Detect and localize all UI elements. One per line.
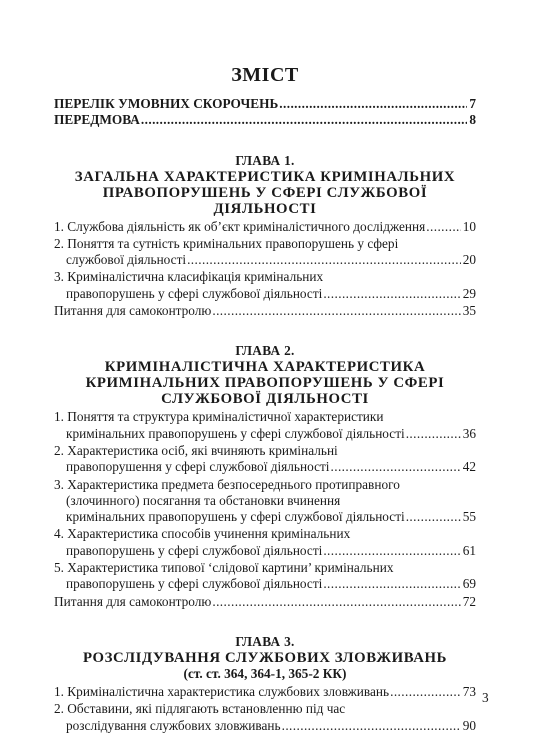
- toc-entry-text: 2. Обставини, які підлягають встановленню під час: [54, 701, 346, 717]
- toc-entry-page: 61: [462, 542, 476, 558]
- toc-entry-text: 3. Криміналістична класифікація кримінальних: [54, 269, 324, 285]
- toc-entry: [54, 477, 476, 526]
- chapter-subtitle: (ст. ст. 364, 364-1, 365-2 КК): [183, 665, 347, 681]
- chapter-heading: [54, 634, 476, 682]
- dot-leader: [140, 112, 467, 128]
- toc-entry-text: службової діяльності: [66, 252, 187, 268]
- toc-entry-text: Питання для самоконтролю: [54, 593, 212, 609]
- toc-entry-text: кримінальних правопорушень у сфері службової діяльності: [66, 425, 405, 441]
- dot-leader: [322, 286, 460, 302]
- toc-entry: [54, 594, 476, 610]
- toc-entry-text: 4. Характеристика способів учинення кримінальних: [54, 526, 351, 542]
- chapter-heading: [54, 153, 476, 217]
- front-matter: [54, 96, 476, 129]
- toc-entry: [54, 303, 476, 319]
- toc-entry-page: 73: [462, 683, 476, 699]
- toc-entry: [54, 701, 476, 734]
- toc-entry: [54, 236, 476, 269]
- toc-entry-line: [54, 594, 476, 610]
- chapter-title-line: ЗАГАЛЬНА ХАРАКТЕРИСТИКА КРИМІНАЛЬНИХ: [74, 168, 456, 185]
- toc-entry-line: [54, 543, 476, 559]
- toc-entry: [54, 443, 476, 476]
- toc-entry-line: [54, 684, 476, 700]
- dot-leader: [322, 543, 460, 559]
- toc-entry-text: ПЕРЕДМОВА: [54, 112, 140, 128]
- dot-leader: [405, 509, 461, 525]
- toc-entry-line: [54, 576, 476, 592]
- toc-entry-preface: [54, 112, 476, 128]
- toc-entry-line: [54, 286, 476, 302]
- chapter-title-line: КРИМІНАЛЬНИХ ПРАВОПОРУШЕНЬ У СФЕРІ: [85, 375, 445, 392]
- toc-entry-page: 90: [462, 717, 476, 733]
- toc-entry-text: правопорушення у сфері службової діяльності: [66, 459, 330, 475]
- chapter-title-line: КРИМІНАЛІСТИЧНА ХАРАКТЕРИСТИКА: [104, 359, 426, 376]
- toc-entry-page: 20: [462, 252, 476, 268]
- toc-entry-page: 8: [469, 112, 476, 128]
- toc-entry-text: 3. Характеристика предмета безпосереднього протиправного: [54, 476, 400, 492]
- toc-entry-page: 55: [462, 509, 476, 525]
- toc-entry-text: правопорушень у сфері службової діяльності: [66, 285, 323, 301]
- chapter-title-line: РОЗСЛІДУВАННЯ СЛУЖБОВИХ ЗЛОВЖИВАНЬ: [82, 649, 448, 666]
- dot-leader: [425, 219, 460, 235]
- toc-entry-line: [54, 718, 476, 734]
- chapter-entries: [54, 684, 476, 734]
- chapter-number: ГЛАВА 1.: [235, 152, 295, 168]
- dot-leader: [405, 426, 461, 442]
- toc-entry-text: розслідування службових зловживань: [66, 717, 281, 733]
- page-number: 3: [482, 690, 489, 705]
- dot-leader: [211, 594, 460, 610]
- toc-entry: [54, 560, 476, 593]
- toc-entry: [54, 409, 476, 442]
- toc-entry-text: правопорушень у сфері службової діяльності: [66, 576, 323, 592]
- toc-entry-abbreviations: [54, 96, 476, 112]
- toc-entry-page: 36: [462, 425, 476, 441]
- toc-entry-page: 35: [462, 303, 476, 319]
- dot-leader: [322, 576, 460, 592]
- toc-entry-line: [54, 459, 476, 475]
- toc-entry-page: 10: [462, 218, 476, 234]
- toc-entry-text: 1. Службова діяльність як об’єкт криміналістичного дослідження: [54, 218, 426, 234]
- toc-entry-page: 29: [462, 285, 476, 301]
- toc-entry-text: (злочинного) посягання та обстановки вчинення: [66, 492, 341, 508]
- toc-entry: [54, 219, 476, 235]
- chapter-title-line: СЛУЖБОВОЇ ДІЯЛЬНОСТІ: [161, 391, 369, 408]
- page-title: ЗМІСТ: [231, 64, 299, 86]
- table-of-contents: [54, 0, 476, 734]
- toc-entry-page: 72: [462, 593, 476, 609]
- toc-entry-page: 7: [469, 96, 476, 111]
- toc-entry-line: [54, 426, 476, 442]
- toc-entry-text: ПЕРЕЛІК УМОВНИХ СКОРОЧЕНЬ: [54, 96, 279, 111]
- toc-entry-text: 2. Характеристика осіб, які вчиняють кримінальні: [54, 442, 338, 458]
- toc-entry-text: 2. Поняття та сутність кримінальних правопорушень у сфері: [54, 235, 399, 251]
- toc-entry: [54, 526, 476, 559]
- chapter-heading: [54, 343, 476, 407]
- toc-entry-text: кримінальних правопорушень у сфері службової діяльності: [66, 509, 405, 525]
- toc-entry: [54, 269, 476, 302]
- dot-leader: [281, 718, 461, 734]
- toc-entry-line: [54, 509, 476, 525]
- toc-entry-page: 42: [462, 459, 476, 475]
- toc-entry: [54, 684, 476, 700]
- toc-entry-text: правопорушень у сфері службової діяльності: [66, 542, 323, 558]
- toc-entry-text: 1. Криміналістична характеристика службових зловживань: [54, 683, 390, 699]
- dot-leader: [330, 459, 461, 475]
- chapter-entries: [54, 409, 476, 610]
- toc-entry-line: [54, 303, 476, 319]
- toc-entry-text: 5. Характеристика типової ‘слідової картини’ кримінальних: [54, 560, 394, 576]
- chapter-number: ГЛАВА 2.: [235, 343, 295, 359]
- chapter-title-line: ПРАВОПОРУШЕНЬ У СФЕРІ СЛУЖБОВОЇ ДІЯЛЬНОСТІ: [102, 184, 428, 217]
- toc-entry-line: [54, 219, 476, 235]
- dot-leader: [211, 303, 460, 319]
- toc-entry-text: 1. Поняття та структура криміналістичної характеристики: [54, 409, 384, 425]
- dot-leader: [389, 684, 461, 700]
- toc-entry-page: 69: [462, 576, 476, 592]
- chapters: [54, 153, 476, 734]
- toc-entry-line: [54, 252, 476, 268]
- toc-entry-text: Питання для самоконтролю: [54, 303, 212, 319]
- chapter-number: ГЛАВА 3.: [235, 633, 295, 649]
- dot-leader: [278, 96, 467, 112]
- dot-leader: [186, 252, 461, 268]
- chapter-entries: [54, 219, 476, 320]
